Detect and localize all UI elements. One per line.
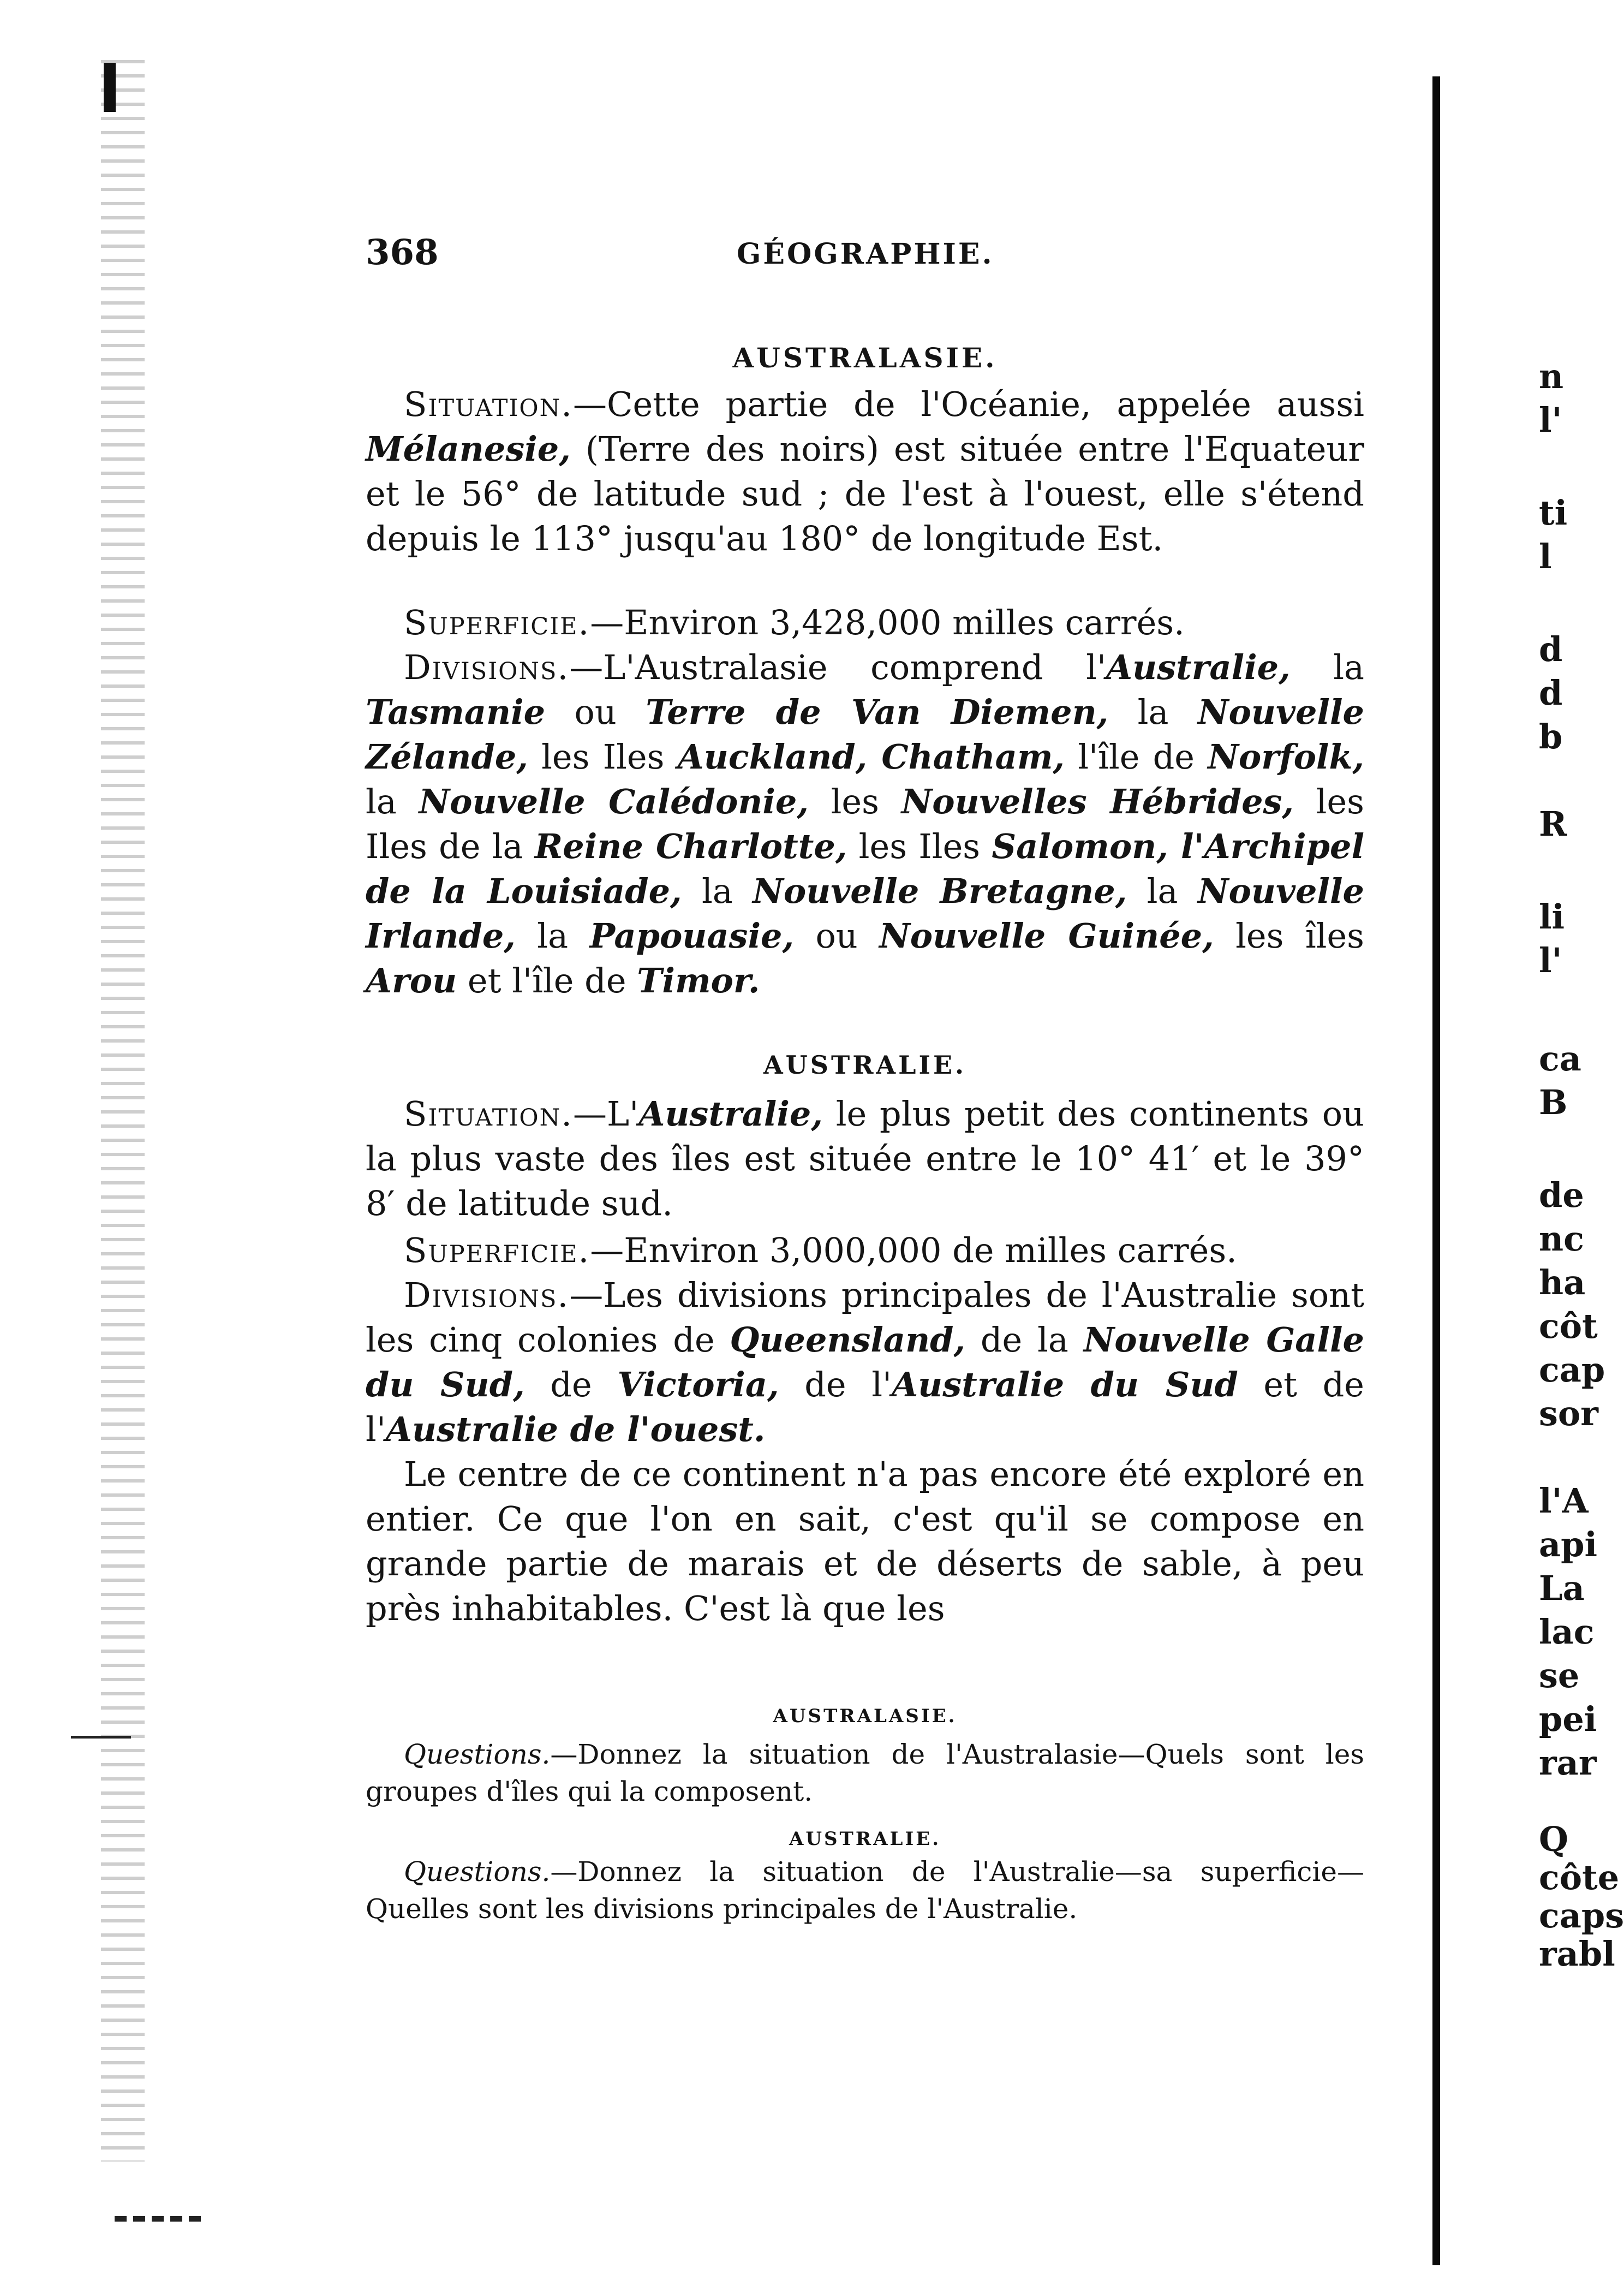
- facing-fragment: côte: [1539, 1858, 1620, 1897]
- bottom-margin-mark: [115, 2216, 202, 2222]
- text-run: la: [1290, 647, 1364, 687]
- facing-fragment: d: [1539, 629, 1563, 669]
- italic-run: Australie,: [638, 1094, 823, 1134]
- page-number: 368: [366, 232, 439, 273]
- text-run: —Donnez la situation de l'Australie—sa superficie—Quelles sont les divisions principales de l'Australie.: [366, 1856, 1364, 1925]
- facing-fragment: ha: [1539, 1263, 1586, 1302]
- binding-edge: [1432, 76, 1440, 2265]
- text-run: et de l': [366, 1365, 1364, 1449]
- heading-australasie: AUSTRALASIE.: [732, 342, 998, 374]
- text-run: de la: [965, 1320, 1084, 1360]
- lead-divisions: Divisions.: [404, 647, 570, 687]
- lead-situation: Situation.: [404, 384, 574, 424]
- facing-fragment: B: [1539, 1082, 1568, 1122]
- italic-run: Mélanesie,: [366, 429, 571, 469]
- lead-questions: Questions.: [404, 1856, 551, 1888]
- lead-divisions: Divisions.: [404, 1275, 570, 1315]
- italic-run: Arou: [366, 961, 457, 1001]
- italic-run: Nouvelle Calédonie,: [419, 782, 809, 821]
- text-run: les Iles: [528, 737, 678, 777]
- italic-run: Reine Charlotte,: [534, 826, 847, 866]
- facing-fragment: li: [1539, 897, 1565, 937]
- paragraph-situation-australie: [366, 1092, 1364, 1226]
- left-margin-stroke: [71, 1736, 131, 1739]
- left-gutter-mark: [104, 63, 116, 112]
- text-run: la: [1127, 871, 1198, 911]
- text-run: ou: [794, 916, 880, 956]
- text-run: les: [808, 782, 901, 821]
- italic-run: Australie de l'ouest.: [385, 1409, 766, 1449]
- facing-fragment: rabl: [1539, 1934, 1615, 1974]
- facing-fragment: pei: [1539, 1699, 1597, 1739]
- facing-fragment: rar: [1539, 1743, 1597, 1783]
- italic-run: Nouvelle Galle du Sud,: [366, 1320, 1364, 1404]
- facing-fragment: cap: [1539, 1350, 1605, 1390]
- heading-questions-australie: AUSTRALIE.: [789, 1828, 941, 1850]
- text-run: la: [515, 916, 590, 956]
- text-run: —Environ 3,428,000 milles carrés.: [590, 603, 1185, 642]
- facing-fragment: ca: [1539, 1039, 1581, 1079]
- text-run: la: [366, 782, 419, 821]
- italic-run: Nouvelle Zélande,: [366, 692, 1364, 777]
- facing-fragment: Q: [1539, 1819, 1569, 1859]
- facing-fragment: se: [1539, 1656, 1580, 1695]
- facing-fragment: R: [1539, 804, 1567, 844]
- text-run: ou: [545, 692, 646, 732]
- facing-fragment: lac: [1539, 1612, 1595, 1652]
- lead-superficie: Superficie.: [404, 1230, 590, 1270]
- italic-run: Nouvelle Guinée,: [879, 916, 1214, 956]
- facing-fragment: l': [1539, 400, 1562, 440]
- facing-fragment: l: [1539, 537, 1552, 576]
- text-run: de: [524, 1365, 618, 1404]
- paragraph-centre-continent: Le centre de ce continent n'a pas encore été exploré en entier. Ce que l'on en sait, c'est qu'il se compose en grande partie de marais et de déserts de sable, à peu près inhabitables. C'est là que les: [366, 1454, 1364, 1628]
- text-run: les Iles: [847, 826, 992, 866]
- italic-run: Norfolk,: [1208, 737, 1365, 777]
- facing-fragment: La: [1539, 1568, 1585, 1608]
- facing-fragment: ti: [1539, 493, 1568, 533]
- italic-run: Queensland,: [730, 1320, 966, 1360]
- italic-run: Auckland, Chatham,: [677, 737, 1065, 777]
- text-run: les Iles de la: [366, 782, 1364, 866]
- text-run: les îles: [1214, 916, 1364, 956]
- facing-fragment: b: [1539, 717, 1563, 757]
- text-run: —Environ 3,000,000 de milles carrés.: [590, 1230, 1237, 1270]
- paragraph-divisions-australie: [366, 1273, 1364, 1452]
- italic-run: Papouasie,: [589, 916, 795, 956]
- italic-run: Timor.: [637, 961, 760, 1001]
- heading-australie: AUSTRALIE.: [763, 1050, 967, 1080]
- paragraph-situation-australasie: [366, 382, 1364, 561]
- text-run: le plus petit des continents ou la plus vaste des îles est située entre le 10° 41′ et le 39° 8′ de latitude sud.: [366, 1094, 1364, 1223]
- lead-superficie: Superficie.: [404, 603, 590, 642]
- facing-fragment: l'A: [1539, 1481, 1589, 1521]
- text-run: —L': [573, 1094, 639, 1134]
- text-run: et l'île de: [457, 961, 637, 1001]
- italic-run: Nouvelles Hébrides,: [901, 782, 1294, 821]
- facing-fragment: sor: [1539, 1394, 1598, 1433]
- facing-fragment: n: [1539, 356, 1564, 396]
- running-head: [366, 232, 1364, 281]
- italic-run: Australie,: [1106, 647, 1291, 687]
- heading-questions-australasie: AUSTRALASIE.: [773, 1705, 957, 1727]
- facing-fragment: nc: [1539, 1219, 1584, 1259]
- facing-fragment: côt: [1539, 1306, 1598, 1346]
- facing-fragment: d: [1539, 673, 1563, 713]
- text-run: de l': [779, 1365, 892, 1404]
- text-run: la: [682, 871, 753, 911]
- text-run: —L'Australasie comprend l': [569, 647, 1106, 687]
- text-run: la: [1108, 692, 1198, 732]
- italic-run: Nouvelle Irlande,: [366, 871, 1364, 956]
- italic-run: Tasmanie: [366, 692, 546, 732]
- italic-run: Terre de Van Diemen,: [646, 692, 1109, 732]
- facing-fragment: l': [1539, 940, 1562, 980]
- text-run: l'île de: [1065, 737, 1208, 777]
- paragraph-superficie-australie: [366, 1228, 1364, 1273]
- left-gutter-shadow: [101, 60, 145, 2162]
- italic-run: Victoria,: [617, 1365, 779, 1404]
- text-run: —Donnez la situation de l'Australasie—Quels sont les groupes d'îles qui la composent.: [366, 1739, 1364, 1807]
- paragraph-superficie-australasie: [366, 600, 1364, 645]
- text-run: (Terre des noirs) est située entre l'Equateur et le 56° de latitude sud ; de l'est à l'ouest, elle s'étend depuis le 113° jusqu'au 180° de longitude Est.: [366, 429, 1364, 558]
- facing-fragment: de: [1539, 1175, 1584, 1215]
- paragraph-divisions-australasie: [366, 645, 1364, 1003]
- questions-australasie: [366, 1736, 1364, 1810]
- running-title: GÉOGRAPHIE.: [737, 237, 994, 271]
- lead-questions: Questions.: [404, 1739, 551, 1770]
- questions-australie: [366, 1853, 1364, 1927]
- facing-fragment: caps: [1539, 1896, 1624, 1936]
- italic-run: Australie du Sud: [892, 1365, 1238, 1404]
- text-run: —Cette partie de l'Océanie, appelée aussi: [573, 384, 1364, 424]
- facing-fragment: api: [1539, 1525, 1598, 1564]
- italic-run: Salomon, l'Archipel de la Louisiade,: [366, 826, 1364, 911]
- text-run: —Les divisions principales de l'Australie sont les cinq colonies de: [366, 1275, 1364, 1360]
- lead-situation: Situation.: [404, 1094, 574, 1134]
- italic-run: Nouvelle Bretagne,: [753, 871, 1127, 911]
